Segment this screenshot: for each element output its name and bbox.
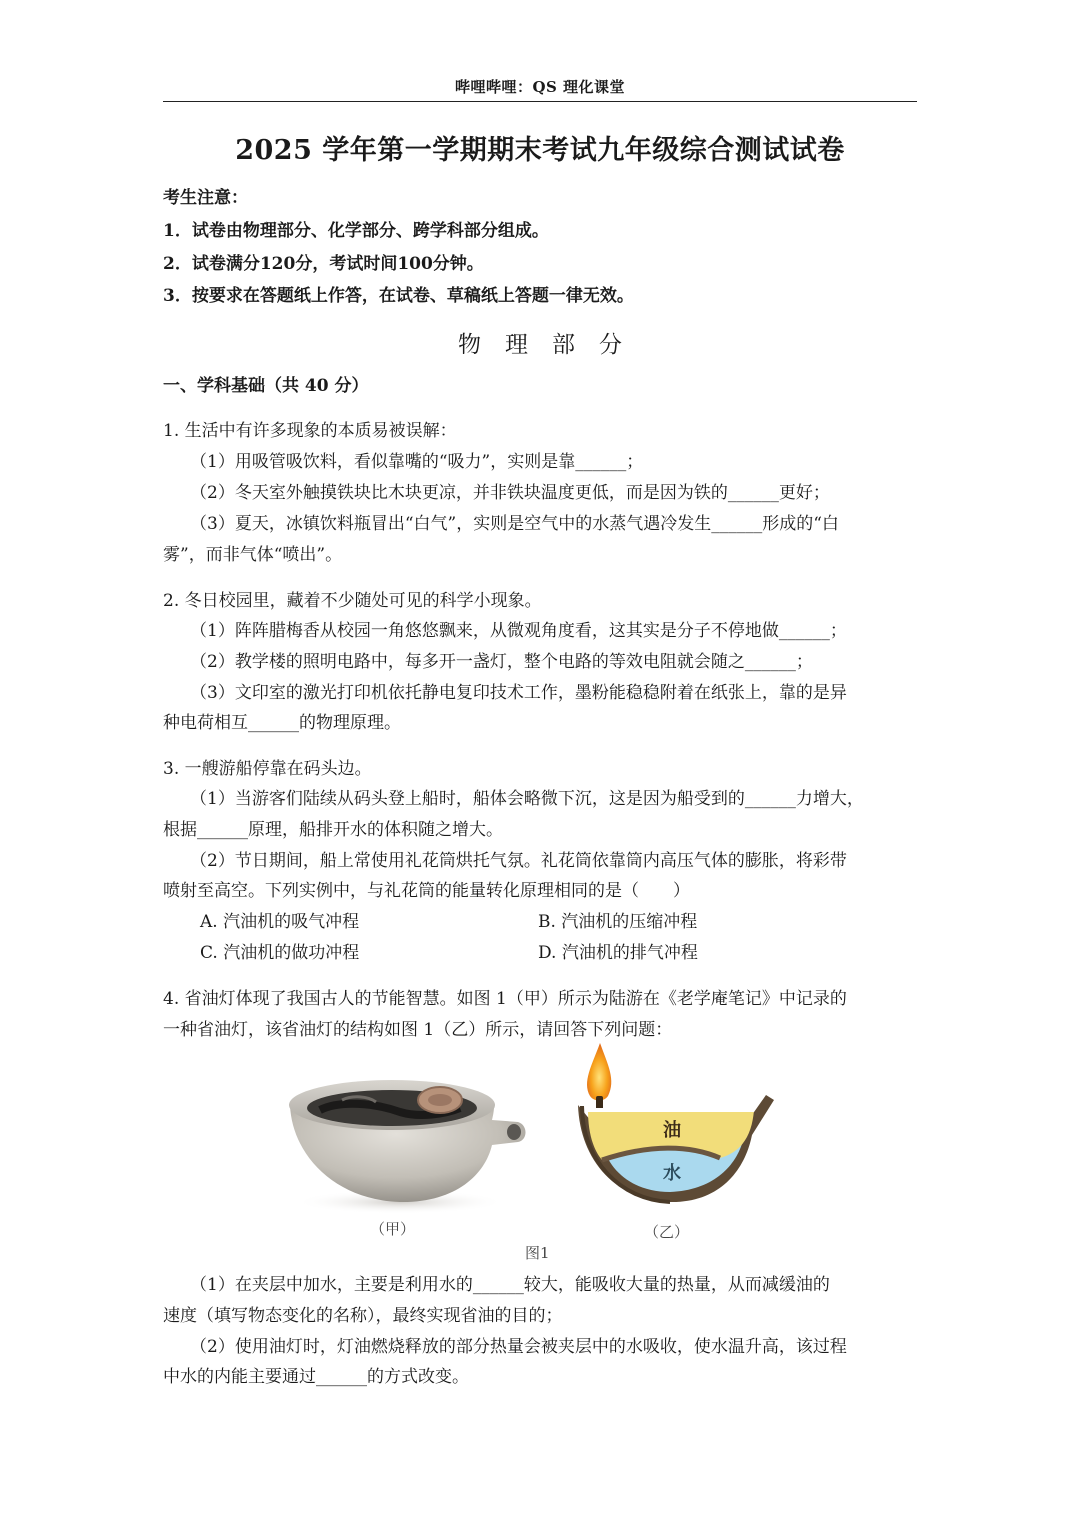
q3-option-a: A. 汽油机的吸气冲程: [200, 912, 360, 932]
q4-sub-2a: （2）使用油灯时，灯油燃烧释放的部分热量会被夹层中的水吸收，使水温升高，该过程: [190, 1337, 847, 1357]
q3-sub-1a: （1）当游客们陆续从码头登上船时，船体会略微下沉，这是因为船受到的______力增大，: [190, 789, 864, 809]
lamp-structure-figure: [570, 1040, 780, 1220]
figure-caption-left: （甲）: [370, 1220, 416, 1238]
figure-label: 图1: [525, 1244, 550, 1262]
q4-sub-2b: 中水的内能主要通过______的方式改变。: [163, 1367, 469, 1387]
notice-item-2: 2．试卷满分120分，考试时间100分钟。: [163, 254, 484, 274]
q3-option-b: B. 汽油机的压缩冲程: [538, 912, 698, 932]
q2-sub-3b: 种电荷相互______的物理原理。: [163, 713, 401, 733]
notice-heading: 考生注意：: [163, 188, 248, 208]
exam-title: 2025 学年第一学期期末考试九年级综合测试试卷: [235, 135, 845, 166]
q1-sub-3a: （3）夏天，冰镇饮料瓶冒出“白气”，实则是空气中的水蒸气遇冷发生______形成的“白: [190, 514, 839, 534]
q1-sub-3b: 雾”，而非气体“喷出”。: [163, 545, 343, 565]
q2-sub-1: （1）阵阵腊梅香从校园一角悠悠飘来，从微观角度看，这其实是分子不停地做______；: [190, 621, 847, 641]
notice-item-3: 3．按要求在答题纸上作答，在试卷、草稿纸上答题一律无效。: [163, 286, 634, 306]
q1-sub-1: （1）用吸管吸饮料，看似靠嘴的“吸力”，实则是靠______；: [190, 452, 644, 472]
q3-option-d: D. 汽油机的排气冲程: [538, 943, 698, 963]
lamp-photo-figure: [280, 1070, 530, 1215]
page-header: 哔哩哔哩：QS 理化课堂: [454, 78, 626, 96]
q2-sub-3a: （3）文印室的激光打印机依托静电复印技术工作，墨粉能稳稳附着在纸张上，靠的是异: [190, 683, 847, 703]
notice-item-1: 1．试卷由物理部分、化学部分、跨学科部分组成。: [163, 221, 549, 241]
flame-icon: [587, 1043, 611, 1101]
q2-sub-2: （2）教学楼的照明电路中，每多开一盏灯，整个电路的等效电阻就会随之______；: [190, 652, 813, 672]
section-title: 物理部分: [458, 332, 646, 358]
water-label: 水: [663, 1163, 681, 1184]
part1-title: 一、学科基础（共 40 分）: [163, 376, 369, 396]
q4-sub-1b: 速度（填写物态变化的名称），最终实现省油的目的；: [163, 1306, 563, 1326]
q1-sub-2: （2）冬天室外触摸铁块比木块更凉，并非铁块温度更低，而是因为铁的______更好；: [190, 483, 830, 503]
q1-stem: 1. 生活中有许多现象的本质易被误解：: [163, 421, 457, 441]
figure-caption-right: （乙）: [644, 1223, 690, 1241]
q4-stem-a: 4. 省油灯体现了我国古人的节能智慧。如图 1（甲）所示为陆游在《老学庵笔记》中记录的: [163, 989, 847, 1009]
q3-sub-2a: （2）节日期间，船上常使用礼花筒烘托气氛。礼花筒依靠筒内高压气体的膨胀，将彩带: [190, 851, 847, 871]
q4-sub-1a: （1）在夹层中加水，主要是利用水的______较大，能吸收大量的热量，从而减缓油的: [190, 1275, 830, 1295]
header-rule: [163, 101, 917, 102]
q4-stem-b: 一种省油灯，该省油灯的结构如图 1（乙）所示，请回答下列问题：: [163, 1020, 673, 1040]
q3-stem: 3. 一艘游船停靠在码头边。: [163, 759, 372, 779]
q3-sub-2b: 喷射至高空。下列实例中，与礼花筒的能量转化原理相同的是（ ）: [163, 881, 690, 901]
q3-option-c: C. 汽油机的做功冲程: [200, 943, 360, 963]
oil-label: 油: [663, 1120, 681, 1141]
lamp-spout-hole: [507, 1124, 521, 1140]
q2-stem: 2. 冬日校园里，藏着不少随处可见的科学小现象。: [163, 591, 542, 611]
q3-sub-1b: 根据______原理，船排开水的体积随之增大。: [163, 820, 503, 840]
